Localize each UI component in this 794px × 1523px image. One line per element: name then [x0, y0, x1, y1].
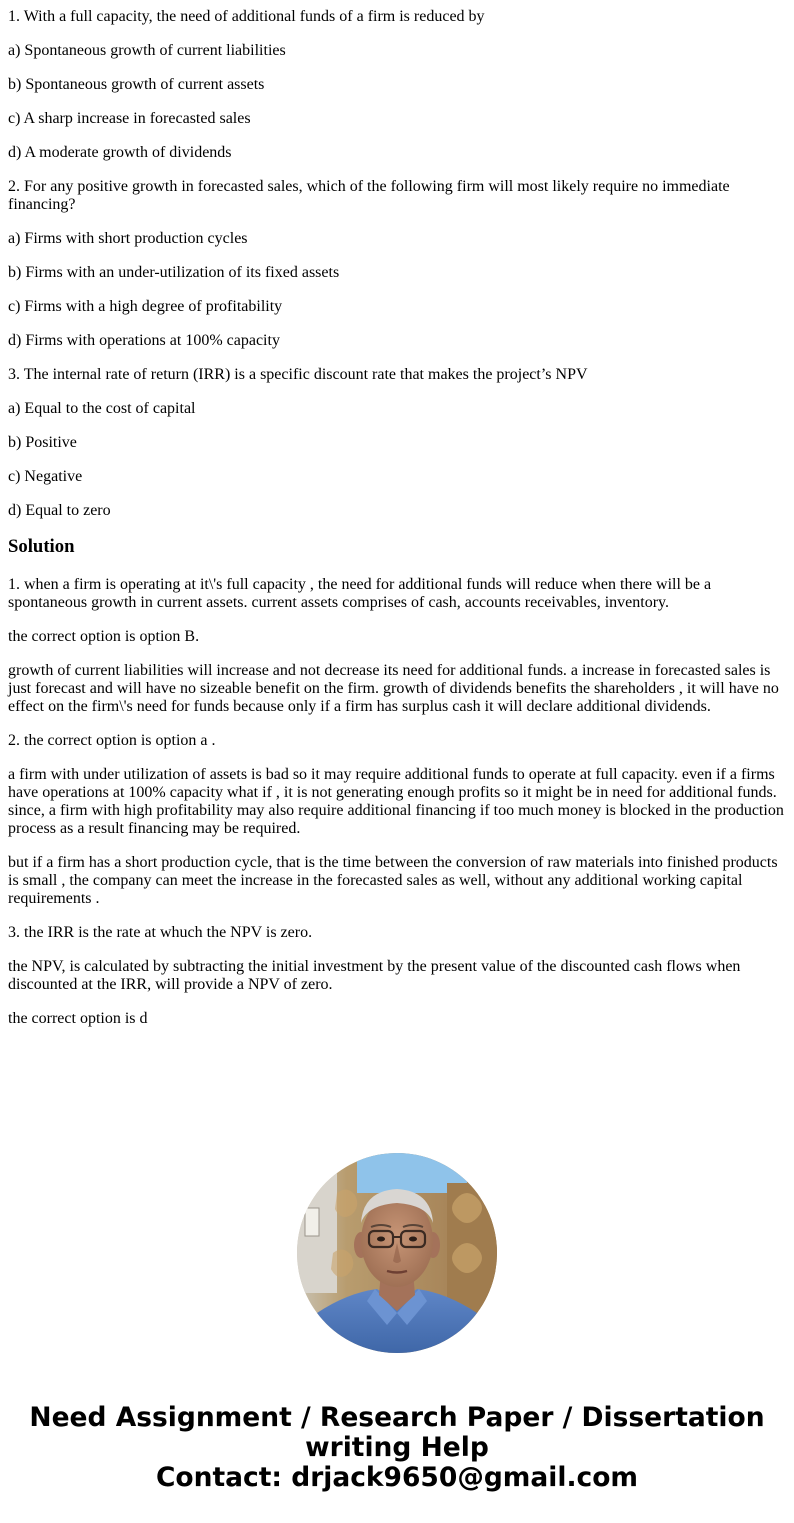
question-2-option-a: a) Firms with short production cycles	[8, 230, 248, 247]
solution-paragraph: 1. when a firm is operating at it\'s full capacity , the need for additional funds will reduce when there will be a spontaneous growth in current assets. current assets comprises of cash, accounts receivables, inventory.	[8, 576, 712, 611]
solution-paragraph: a firm with under utilization of assets is bad so it may require additional funds to operate at full capacity. even if a firms have operations at 100% capacity what if , it is not generating enough profits so it might be in need for additional funds. since, a firm with high profitability may also require additional financing if too much money is blocked in the production process as a result financing may be required.	[8, 766, 784, 837]
question-3-option-b: b) Positive	[8, 434, 77, 451]
footer-line-2: writing Help	[305, 1432, 489, 1463]
question-2-stem: 2. For any positive growth in forecasted sales, which of the following firm will most likely require no immediate financing?	[8, 178, 730, 213]
solution-paragraph: growth of current liabilities will increase and not decrease its need for additional funds. a increase in forecasted sales is just forecast and will have no sizeable benefit on the firm. growth of dividends benefits the shareholders , it will have no effect on the firm\'s need for funds because only if a firm has surplus cash it will declare additional dividends.	[8, 662, 779, 715]
solution-heading: Solution	[8, 536, 75, 557]
question-3-option-d: d) Equal to zero	[8, 502, 111, 519]
solution-paragraph: the correct option is option B.	[8, 628, 200, 645]
question-1-option-a: a) Spontaneous growth of current liabilities	[8, 42, 286, 59]
question-3-option-a: a) Equal to the cost of capital	[8, 400, 196, 417]
solution-paragraph: 3. the IRR is the rate at whuch the NPV is zero.	[8, 924, 313, 941]
question-2-option-c: c) Firms with a high degree of profitability	[8, 298, 283, 315]
question-1-option-b: b) Spontaneous growth of current assets	[8, 76, 265, 93]
footer-line-1: Need Assignment / Research Paper / Dissertation	[29, 1402, 765, 1433]
contact-footer	[0, 1403, 794, 1493]
question-2-option-b: b) Firms with an under-utilization of its fixed assets	[8, 264, 340, 281]
question-1-option-d: d) A moderate growth of dividends	[8, 144, 232, 161]
question-1-option-c: c) A sharp increase in forecasted sales	[8, 110, 251, 127]
footer-contact-email: Contact: drjack9650@gmail.com	[155, 1462, 639, 1493]
question-2-option-d: d) Firms with operations at 100% capacity	[8, 332, 280, 349]
solution-paragraph: but if a firm has a short production cycle, that is the time between the conversion of raw materials into finished products is small , the company can meet the increase in the forecasted sales as well, without any additional working capital requirements .	[8, 854, 778, 907]
author-avatar	[297, 1153, 497, 1353]
solution-paragraph: 2. the correct option is option a .	[8, 732, 216, 749]
question-3-option-c: c) Negative	[8, 468, 83, 485]
solution-paragraph: the NPV, is calculated by subtracting the initial investment by the present value of the discounted cash flows when discounted at the IRR, will provide a NPV of zero.	[8, 958, 741, 993]
question-3-stem: 3. The internal rate of return (IRR) is a specific discount rate that makes the project’s NPV	[8, 366, 588, 383]
solution-paragraph: the correct option is d	[8, 1010, 148, 1027]
author-portrait-image	[297, 1153, 497, 1353]
question-1-stem: 1. With a full capacity, the need of additional funds of a firm is reduced by	[8, 8, 485, 25]
document-body	[8, 8, 786, 1044]
